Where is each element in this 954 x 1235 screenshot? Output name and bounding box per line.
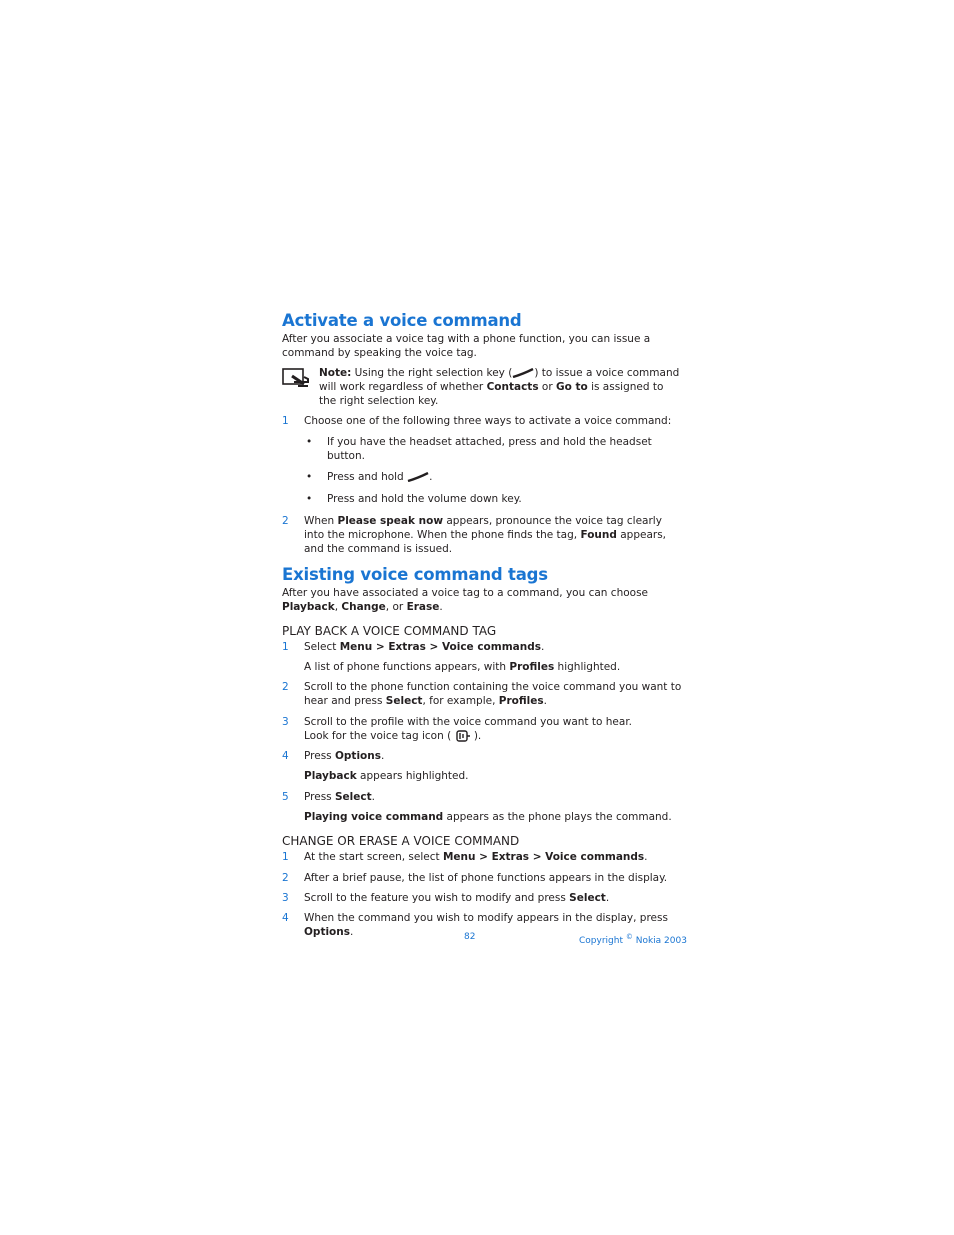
step-text: After a brief pause, the list of phone functions appears in the display. (304, 872, 668, 884)
step-number: 1 (282, 641, 289, 653)
playback-step-5 (282, 790, 682, 804)
step-number: 1 (282, 415, 289, 427)
step-text: Scroll to the phone function containing the voice command you want to hear and press Select, for example, Profiles. (304, 681, 682, 707)
step-number: 4 (282, 912, 289, 924)
bullet-volume (282, 492, 682, 506)
section-title-activate: Activate a voice command (282, 311, 522, 330)
step-number: 2 (282, 515, 289, 527)
page-content (282, 310, 682, 939)
playback-step-1-sub: A list of phone functions appears, with Profiles highlighted. (304, 661, 621, 673)
note-text: Note: Using the right selection key ( ) to issue a voice command will work regardless of whether Contacts or Go to is assigned to the right selection key. (319, 367, 680, 407)
step-text: When the command you wish to modify appears in the display, press Options. (304, 912, 668, 938)
playback-step-1 (282, 640, 682, 654)
step-number: 4 (282, 750, 289, 762)
bullet-dot: • (306, 436, 313, 448)
copyright-notice: Copyright © Nokia 2003 (579, 933, 687, 946)
bullet-headset (282, 435, 682, 463)
bullet-text: If you have the headset attached, press and hold the headset button. (327, 436, 652, 462)
playback-step-4 (282, 749, 682, 763)
bullet-text: Press and hold . (327, 471, 433, 483)
step-number: 2 (282, 681, 289, 693)
step-text: Press Options. (304, 750, 385, 762)
step-number: 1 (282, 851, 289, 863)
playback-step-5-sub: Playing voice command appears as the phone plays the command. (304, 811, 672, 823)
playback-step-2 (282, 680, 682, 708)
step-text: When Please speak now appears, pronounce the voice tag clearly into the microphone. When the phone finds the tag, Found appears, and the command is issued. (304, 515, 667, 555)
change-step-2 (282, 871, 682, 885)
step-number: 5 (282, 791, 289, 803)
change-step-1 (282, 850, 682, 864)
bullet-dot: • (306, 493, 313, 505)
step-text: Press Select. (304, 791, 375, 803)
step-number: 2 (282, 872, 289, 884)
step-text: At the start screen, select Menu > Extras > Voice commands. (304, 851, 648, 863)
note-icon (282, 368, 310, 388)
step-number: 3 (282, 892, 289, 904)
step-text: Scroll to the profile with the voice command you want to hear. Look for the voice tag icon ( ). (304, 716, 633, 742)
change-step-3 (282, 891, 682, 905)
step-text: Choose one of the following three ways to activate a voice command: (304, 415, 672, 427)
bullet-dot: • (306, 471, 313, 483)
bullet-text: Press and hold the volume down key. (327, 493, 522, 505)
right-selection-key-icon (512, 368, 534, 378)
right-selection-key-icon (407, 472, 429, 482)
heading-change-erase: CHANGE OR ERASE A VOICE COMMAND (282, 834, 520, 848)
activate-step-2 (282, 514, 682, 556)
playback-step-4-sub: Playback appears highlighted. (304, 770, 469, 782)
heading-playback: PLAY BACK A VOICE COMMAND TAG (282, 624, 497, 638)
activate-intro: After you associate a voice tag with a phone function, you can issue a command by speaking the voice tag. (282, 333, 651, 359)
section-title-existing: Existing voice command tags (282, 565, 548, 584)
voice-tag-icon (455, 729, 471, 743)
note-block (282, 366, 682, 408)
bullet-press-key (282, 470, 682, 484)
existing-intro: After you have associated a voice tag to a command, you can choose Playback, Change, or Erase. (282, 587, 649, 613)
activate-step-1 (282, 414, 682, 428)
step-text: Select Menu > Extras > Voice commands. (304, 641, 545, 653)
step-text: Scroll to the feature you wish to modify and press Select. (304, 892, 610, 904)
step-number: 3 (282, 716, 289, 728)
page-number: 82 (464, 932, 476, 942)
playback-step-3 (282, 715, 682, 743)
